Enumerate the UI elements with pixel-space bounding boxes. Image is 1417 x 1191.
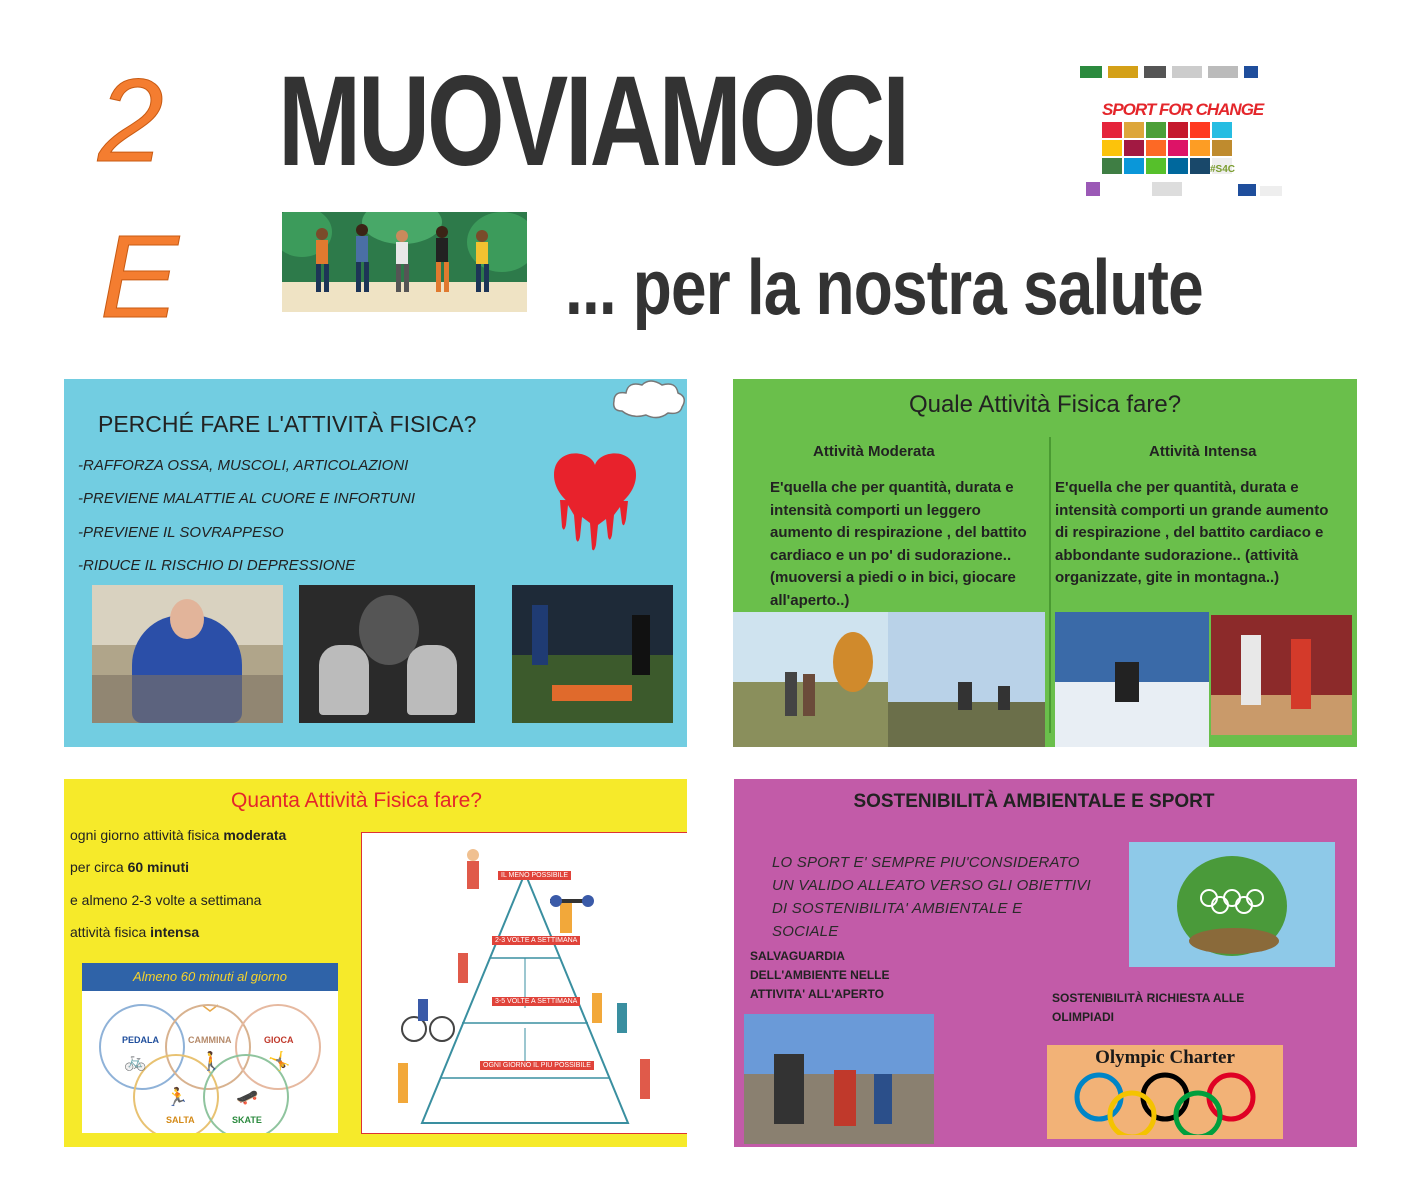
how-much-line-1: ogni giorno attività fisica moderata bbox=[70, 827, 287, 843]
panel-sustainability bbox=[734, 779, 1357, 1147]
panel-why-title: PERCHÉ FARE L'ATTIVITÀ FISICA? bbox=[98, 411, 477, 437]
photo-basketball bbox=[1211, 615, 1352, 735]
panel-sustainability-title: SOSTENIBILITÀ AMBIENTALE E SPORT bbox=[853, 791, 1215, 812]
runners-illustration bbox=[282, 212, 527, 312]
intense-heading: Attività Intensa bbox=[1149, 443, 1257, 460]
divider-line bbox=[1049, 437, 1051, 733]
environment-text: SALVAGUARDIA DELL'AMBIENTE NELLE ATTIVITA' ALL'APERTO bbox=[750, 949, 890, 1001]
photo-walkers bbox=[733, 612, 888, 747]
panel-which-title: Quale Attività Fisica fare? bbox=[908, 391, 1182, 418]
photo-sad-woman bbox=[299, 585, 475, 723]
photo-injured-player bbox=[512, 585, 673, 723]
photo-snowboarder bbox=[1055, 612, 1209, 747]
melting-heart-icon bbox=[550, 445, 640, 555]
moderate-heading: Attività Moderata bbox=[813, 443, 935, 460]
page-subtitle: ... per la nostra salute bbox=[565, 243, 1203, 331]
page-title: MUOVIAMOCI bbox=[278, 50, 907, 193]
why-item-1: -RAFFORZA OSSA, MUSCOLI, ARTICOLAZIONI bbox=[78, 457, 409, 474]
moderate-text: E'quella che per quantità, durata e intensità comporti un leggero aumento di respirazione , del battito cardiaco e un po' di sudorazione.. (muoversi a piedi o in bici, giocare all'aperto..) bbox=[770, 479, 1027, 609]
photo-cyclists bbox=[888, 612, 1045, 747]
why-item-3: -PREVIENE IL SOVRAPPESO bbox=[78, 524, 284, 541]
activity-skate: SKATE bbox=[232, 1115, 262, 1125]
logo-hashtag: #S4C bbox=[1210, 164, 1236, 175]
pyramid-level-4: OGNI GIORNO IL PIÙ POSSIBILE bbox=[480, 1061, 594, 1070]
olympic-charter-title: Olympic Charter bbox=[1095, 1047, 1235, 1068]
activity-salta-icon: 🏃 bbox=[166, 1087, 189, 1107]
activity-pyramid bbox=[361, 832, 687, 1134]
activity-skate-icon: 🛹 bbox=[236, 1087, 259, 1107]
activity-card bbox=[82, 963, 338, 1133]
olympics-text: SOSTENIBILITÀ RICHIESTA ALLE OLIMPIADI bbox=[1052, 991, 1245, 1024]
why-item-4: -RIDUCE IL RISCHIO DI DEPRESSIONE bbox=[78, 557, 356, 574]
activity-gioca: GIOCA bbox=[264, 1035, 294, 1045]
activity-pedala-icon: 🚲 bbox=[124, 1051, 147, 1071]
photo-olympic-globe bbox=[1129, 842, 1335, 967]
how-much-line-4: attività fisica intensa bbox=[70, 924, 200, 940]
panel-how-much bbox=[64, 779, 687, 1147]
pyramid-level-2: 2-3 VOLTE A SETTIMANA bbox=[492, 936, 580, 945]
class-digit: 2 bbox=[98, 55, 164, 187]
activity-cammina: CAMMINA bbox=[188, 1035, 232, 1045]
cloud-icon bbox=[610, 379, 687, 421]
panel-why bbox=[64, 379, 687, 747]
activity-cammina-icon: 🚶 bbox=[200, 1051, 223, 1071]
photo-hikers bbox=[744, 1014, 934, 1144]
olympic-charter bbox=[1047, 1045, 1283, 1139]
activity-gioca-icon: 🤸 bbox=[268, 1051, 291, 1071]
class-letter: E bbox=[100, 211, 179, 343]
panel-which bbox=[733, 379, 1357, 747]
why-item-2: -PREVIENE MALATTIE AL CUORE E INFORTUNI bbox=[78, 490, 416, 507]
olympic-rings-icon bbox=[1067, 1071, 1263, 1135]
sport-for-change-logo bbox=[1080, 66, 1285, 200]
logo-title: SPORT FOR CHANGE bbox=[1102, 100, 1264, 119]
sustainability-quote: LO SPORT E' SEMPRE PIU'CONSIDERATO UN VALIDO ALLEATO VERSO GLI OBIETTIVI DI SOSTENIBILITA' AMBIENTALE E SOCIALE bbox=[772, 854, 1091, 940]
panel-how-much-title: Quanta Attività Fisica fare? bbox=[231, 789, 482, 812]
how-much-line-3: e almeno 2-3 volte a settimana bbox=[70, 892, 262, 908]
intense-text: E'quella che per quantità, durata e intensità comporti un grande aumento di respirazione , del battito cardiaco e abbondante sudorazione.. (attività organizzate, gite in montagna..) bbox=[1055, 479, 1329, 586]
pyramid-level-1: IL MENO POSSIBILE bbox=[498, 871, 571, 880]
pyramid-level-3: 3-5 VOLTE A SETTIMANA bbox=[492, 997, 580, 1006]
activity-salta: SALTA bbox=[166, 1115, 195, 1125]
how-much-line-2: per circa 60 minuti bbox=[70, 859, 190, 875]
activity-banner: Almeno 60 minuti al giorno bbox=[82, 963, 338, 991]
photo-overweight-man bbox=[92, 585, 283, 723]
activity-pedala: PEDALA bbox=[122, 1035, 160, 1045]
